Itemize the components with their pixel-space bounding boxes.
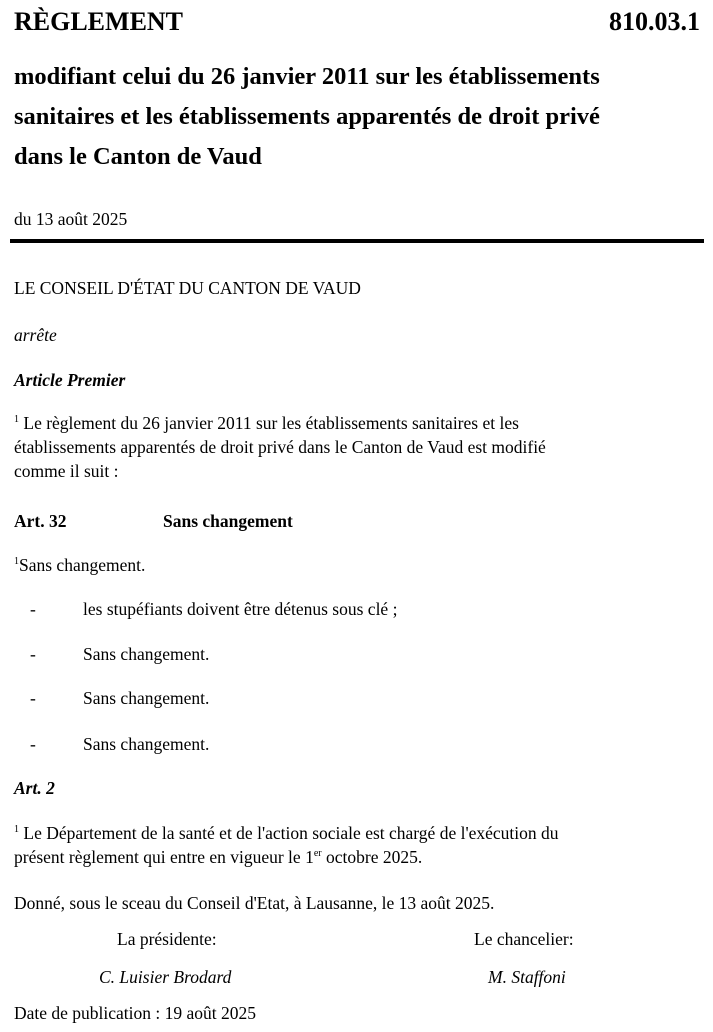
paragraph-number: 1 [14, 556, 19, 567]
bullet-dash: - [30, 644, 36, 664]
paragraph-line: $^1$ Le règlement du 26 janvier 2011 sur les établissements sanitaires et les [14, 413, 519, 433]
list-item-text: Sans changement. [83, 734, 210, 754]
document-reference: 810.03.1 [609, 7, 700, 36]
document-header [14, 4, 700, 40]
list-item-text: Sans changement. [83, 688, 210, 708]
art32-number: Art. 32 [14, 511, 67, 531]
document-subtitle [14, 57, 704, 177]
president-title: La présidente: [117, 929, 217, 949]
given-statement: Donné, sous le sceau du Conseil d'Etat, à Lausanne, le 13 août 2025. [14, 893, 495, 913]
paragraph-line: $^1$ Le Département de la santé et de l'action sociale est chargé de l'exécution du [14, 823, 559, 843]
subtitle-line: modifiant celui du 26 janvier 2011 sur les établissements [14, 63, 600, 90]
ordinal-suffix: er [313, 848, 322, 859]
list-item-text: Sans changement. [83, 644, 210, 664]
decree-word: arrête [14, 325, 57, 345]
subtitle-line: dans le Canton de Vaud [14, 143, 262, 170]
article-premier-paragraph [14, 411, 700, 483]
list-item [14, 732, 700, 756]
art2-paragraph [14, 821, 700, 869]
art2-title: Art. 2 [14, 778, 55, 798]
paragraph-line: présent règlement qui entre en vigueur le 1er octobre 2025. [14, 847, 423, 867]
article-premier-title: Article Premier [14, 370, 126, 390]
art32-alinea: $^1$Sans changement. [14, 555, 146, 575]
document-type: RÈGLEMENT [14, 7, 184, 36]
council-name: LE CONSEIL D'ÉTAT DU CANTON DE VAUD [14, 278, 361, 298]
publication-date: Date de publication : 19 août 2025 [14, 1003, 257, 1023]
list-item [14, 686, 700, 710]
chancellor-title: Le chancelier: [474, 929, 574, 949]
list-item [14, 642, 700, 666]
bullet-dash: - [30, 734, 36, 754]
bullet-dash: - [30, 599, 36, 619]
list-item-text: les stupéfiants doivent être détenus sous clé ; [83, 599, 398, 619]
chancellor-name: M. Staffoni [488, 967, 566, 987]
header-divider [10, 239, 704, 243]
paragraph-number: 1 [14, 414, 19, 425]
subtitle-line: sanitaires et les établissements apparentés de droit privé [14, 103, 600, 130]
document-date: du 13 août 2025 [14, 209, 128, 229]
bullet-dash: - [30, 688, 36, 708]
paragraph-line: établissements apparentés de droit privé dans le Canton de Vaud est modifié [14, 437, 546, 457]
paragraph-number: 1 [14, 824, 19, 835]
art32-title: Sans changement [163, 511, 293, 531]
president-name: C. Luisier Brodard [99, 967, 232, 987]
list-item [14, 597, 700, 621]
paragraph-line: comme il suit : [14, 461, 119, 481]
